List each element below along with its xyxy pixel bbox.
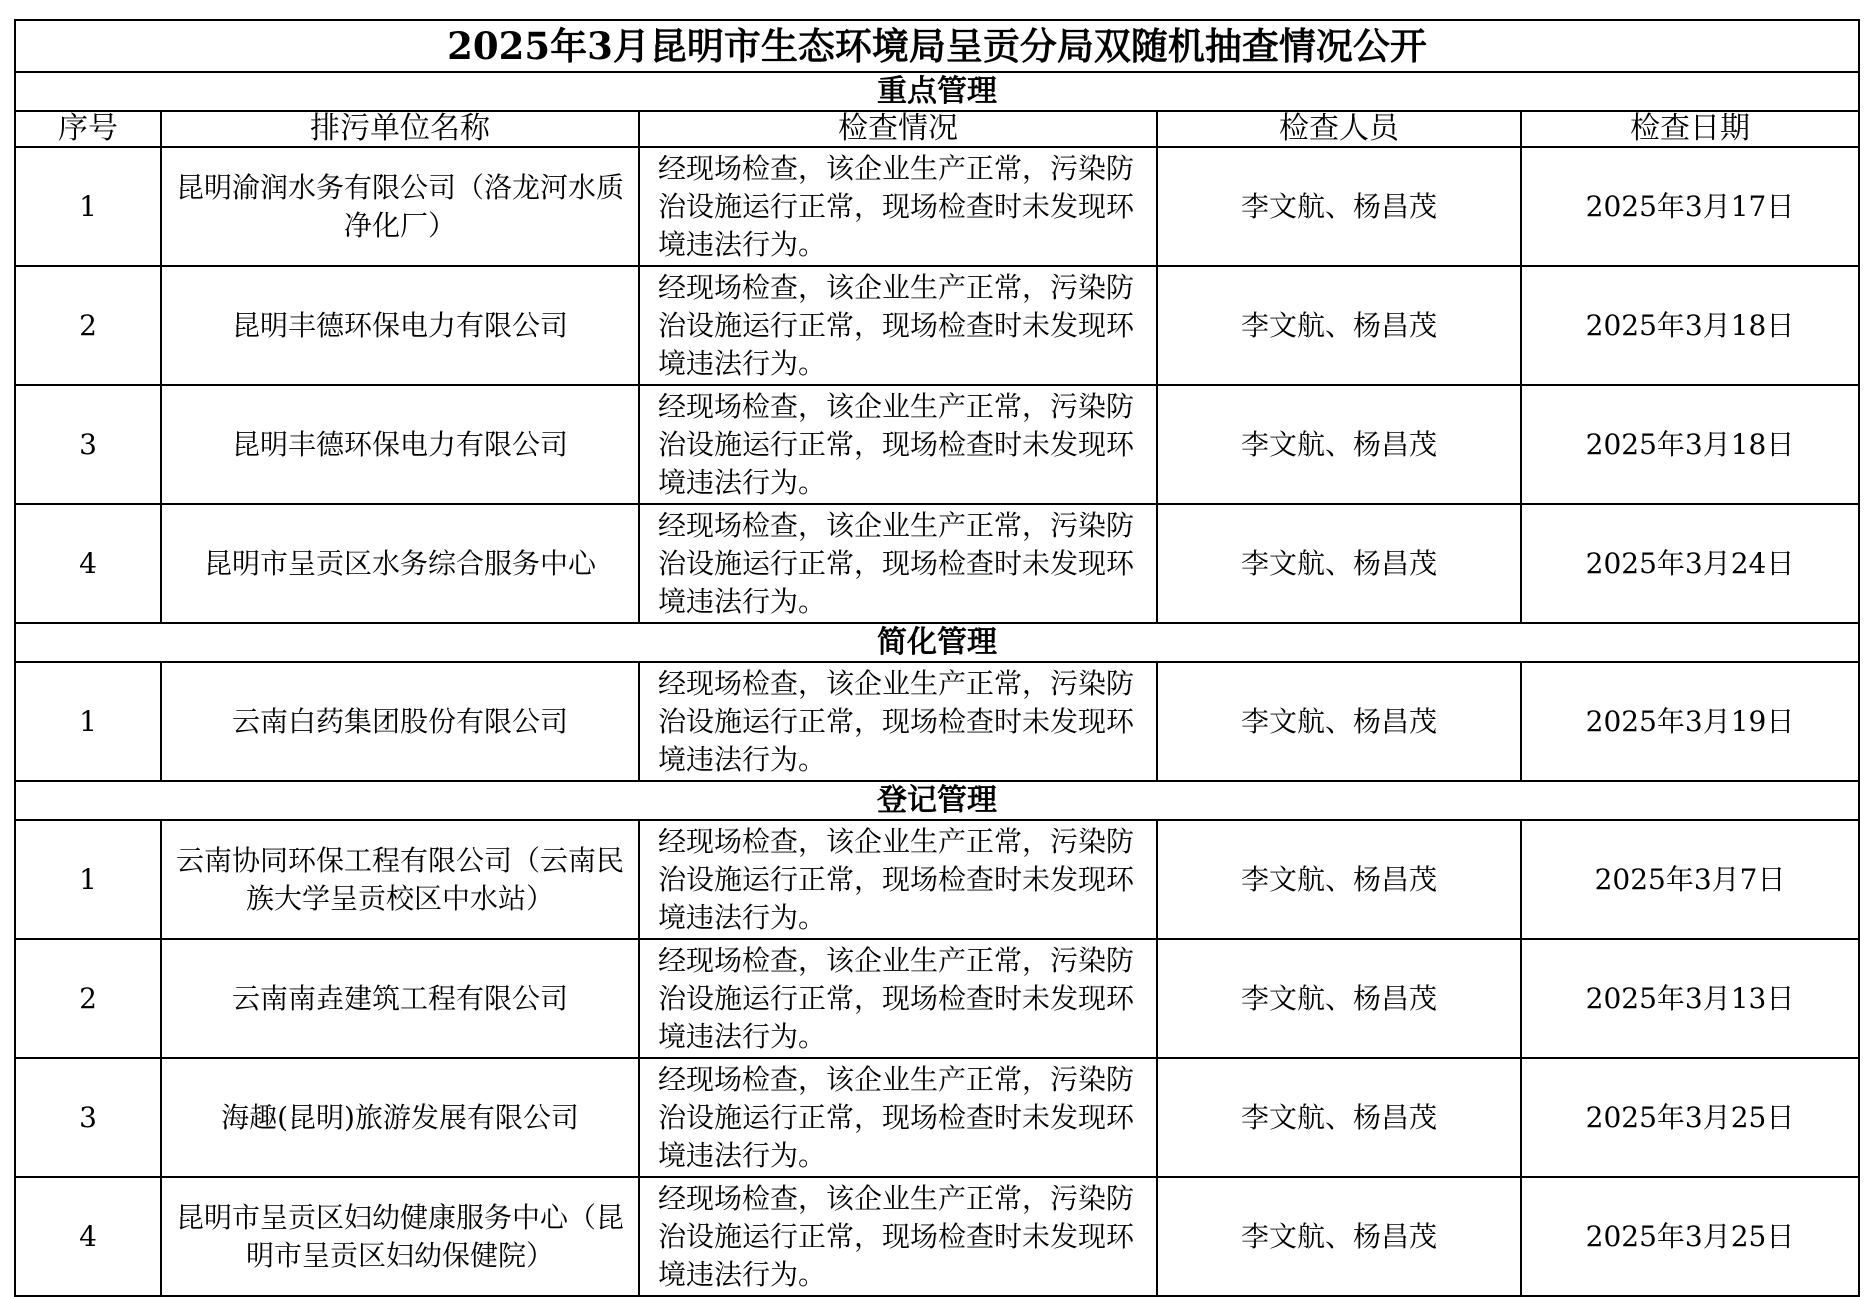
company-name: 昆明市呈贡区水务综合服务中心 <box>161 504 639 623</box>
row-number: 1 <box>15 662 161 781</box>
row-number: 4 <box>15 504 161 623</box>
inspection-status: 经现场检查，该企业生产正常，污染防治设施运行正常，现场检查时未发现环境违法行为。 <box>639 820 1157 939</box>
inspection-status: 经现场检查，该企业生产正常，污染防治设施运行正常，现场检查时未发现环境违法行为。 <box>639 266 1157 385</box>
company-name: 云南白药集团股份有限公司 <box>161 662 639 781</box>
company-name: 昆明丰德环保电力有限公司 <box>161 266 639 385</box>
table-row <box>15 1177 1859 1296</box>
col-header-status: 检查情况 <box>639 111 1157 147</box>
company-name: 云南协同环保工程有限公司（云南民族大学呈贡校区中水站） <box>161 820 639 939</box>
row-number: 3 <box>15 385 161 504</box>
inspection-date: 2025年3月17日 <box>1521 147 1859 266</box>
section-row <box>15 623 1859 662</box>
inspectors: 李文航、杨昌茂 <box>1157 147 1521 266</box>
inspection-status: 经现场检查，该企业生产正常，污染防治设施运行正常，现场检查时未发现环境违法行为。 <box>639 662 1157 781</box>
inspection-date: 2025年3月13日 <box>1521 939 1859 1058</box>
company-name: 海趣(昆明)旅游发展有限公司 <box>161 1058 639 1177</box>
inspection-date: 2025年3月24日 <box>1521 504 1859 623</box>
column-header-row <box>15 111 1859 147</box>
inspection-status: 经现场检查，该企业生产正常，污染防治设施运行正常，现场检查时未发现环境违法行为。 <box>639 385 1157 504</box>
inspection-date: 2025年3月25日 <box>1521 1177 1859 1296</box>
col-header-no: 序号 <box>15 111 161 147</box>
col-header-company: 排污单位名称 <box>161 111 639 147</box>
inspection-date: 2025年3月25日 <box>1521 1058 1859 1177</box>
section-row <box>15 781 1859 820</box>
company-name: 云南南垚建筑工程有限公司 <box>161 939 639 1058</box>
col-header-inspectors: 检查人员 <box>1157 111 1521 147</box>
inspectors: 李文航、杨昌茂 <box>1157 820 1521 939</box>
inspection-date: 2025年3月19日 <box>1521 662 1859 781</box>
table-row <box>15 1058 1859 1177</box>
inspection-status: 经现场检查，该企业生产正常，污染防治设施运行正常，现场检查时未发现环境违法行为。 <box>639 147 1157 266</box>
inspection-status: 经现场检查，该企业生产正常，污染防治设施运行正常，现场检查时未发现环境违法行为。 <box>639 939 1157 1058</box>
row-number: 4 <box>15 1177 161 1296</box>
table-row <box>15 385 1859 504</box>
table-row <box>15 939 1859 1058</box>
inspection-status: 经现场检查，该企业生产正常，污染防治设施运行正常，现场检查时未发现环境违法行为。 <box>639 1177 1157 1296</box>
company-name: 昆明丰德环保电力有限公司 <box>161 385 639 504</box>
table-row <box>15 147 1859 266</box>
inspectors: 李文航、杨昌茂 <box>1157 1058 1521 1177</box>
inspectors: 李文航、杨昌茂 <box>1157 504 1521 623</box>
section-title: 重点管理 <box>15 72 1859 111</box>
section-title: 简化管理 <box>15 623 1859 662</box>
row-number: 1 <box>15 820 161 939</box>
inspection-date: 2025年3月18日 <box>1521 266 1859 385</box>
inspectors: 李文航、杨昌茂 <box>1157 1177 1521 1296</box>
inspection-status: 经现场检查，该企业生产正常，污染防治设施运行正常，现场检查时未发现环境违法行为。 <box>639 1058 1157 1177</box>
title-row <box>15 20 1859 72</box>
section-row <box>15 72 1859 111</box>
col-header-date: 检查日期 <box>1521 111 1859 147</box>
company-name: 昆明渝润水务有限公司（洛龙河水质净化厂） <box>161 147 639 266</box>
company-name: 昆明市呈贡区妇幼健康服务中心（昆明市呈贡区妇幼保健院） <box>161 1177 639 1296</box>
section-title: 登记管理 <box>15 781 1859 820</box>
inspectors: 李文航、杨昌茂 <box>1157 266 1521 385</box>
table-row <box>15 266 1859 385</box>
inspection-table <box>14 19 1860 1297</box>
row-number: 2 <box>15 266 161 385</box>
row-number: 1 <box>15 147 161 266</box>
inspection-status: 经现场检查，该企业生产正常，污染防治设施运行正常，现场检查时未发现环境违法行为。 <box>639 504 1157 623</box>
inspectors: 李文航、杨昌茂 <box>1157 939 1521 1058</box>
inspection-date: 2025年3月18日 <box>1521 385 1859 504</box>
table-row <box>15 504 1859 623</box>
table-row <box>15 820 1859 939</box>
page-title: 2025年3月昆明市生态环境局呈贡分局双随机抽查情况公开 <box>15 20 1859 72</box>
table-row <box>15 662 1859 781</box>
inspectors: 李文航、杨昌茂 <box>1157 385 1521 504</box>
inspection-date: 2025年3月7日 <box>1521 820 1859 939</box>
row-number: 3 <box>15 1058 161 1177</box>
row-number: 2 <box>15 939 161 1058</box>
inspectors: 李文航、杨昌茂 <box>1157 662 1521 781</box>
